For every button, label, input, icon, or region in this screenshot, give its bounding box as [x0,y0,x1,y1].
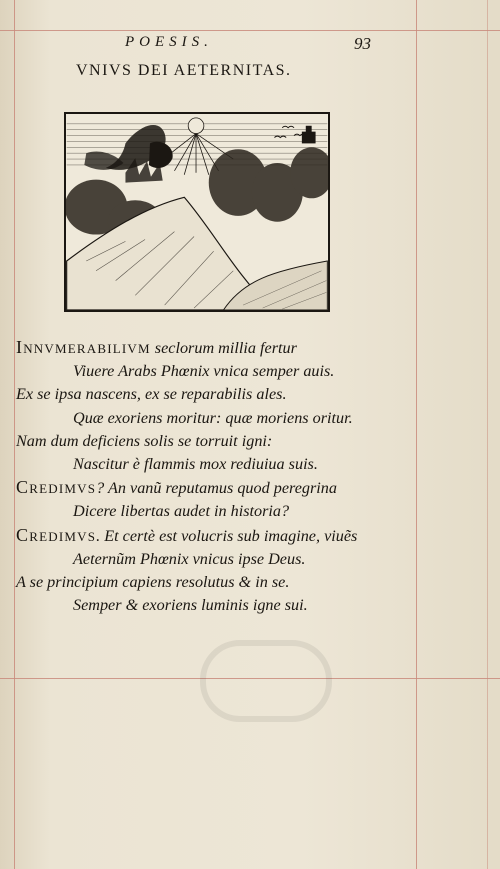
ruled-line-top [0,30,500,31]
verse-line-9: CREDIMVS. Et certè est volucris sub imagine, viuẽs [16,524,358,545]
verse-line-4: Quæ exoriens moritur: quæ moriens oritur. [73,408,353,427]
page-number: 93 [354,34,371,53]
verse-line-10: Aeternũm Phœnix vnicus ipse Deus. [73,549,306,568]
show-through-ornament [200,640,332,722]
verse-line-8: Dicere libertas audet in historia? [73,502,290,521]
verse-line-1: INNVMERABILIVM seclorum millia fertur [16,337,297,357]
verse-line-7: CREDIMVS? An vanũ reputamus quod peregrina [16,477,337,498]
emblem-motto: VNIVS DEI AETERNITAS. [76,62,292,79]
phoenix-woodcut-image [64,112,330,312]
ruled-line-left [14,0,15,869]
ruled-line-outer [487,0,488,869]
verse-line-6: Nascitur è flammis mox rediuiua suis. [73,455,318,474]
verse-line-3: Ex se ipsa nascens, ex se reparabilis ales. [16,385,287,404]
verse-line-12: Semper & exoriens luminis igne sui. [73,596,308,615]
verse-line-2: Viuere Arabs Phœnix vnica semper auis. [73,362,335,381]
verse-line-5: Nam dum deficiens solis se torruit igni: [16,431,273,450]
running-title: POESIS. [125,34,213,50]
verse-line-11: A se principium capiens resolutus & in se. [16,573,290,592]
latin-verse [16,336,486,617]
